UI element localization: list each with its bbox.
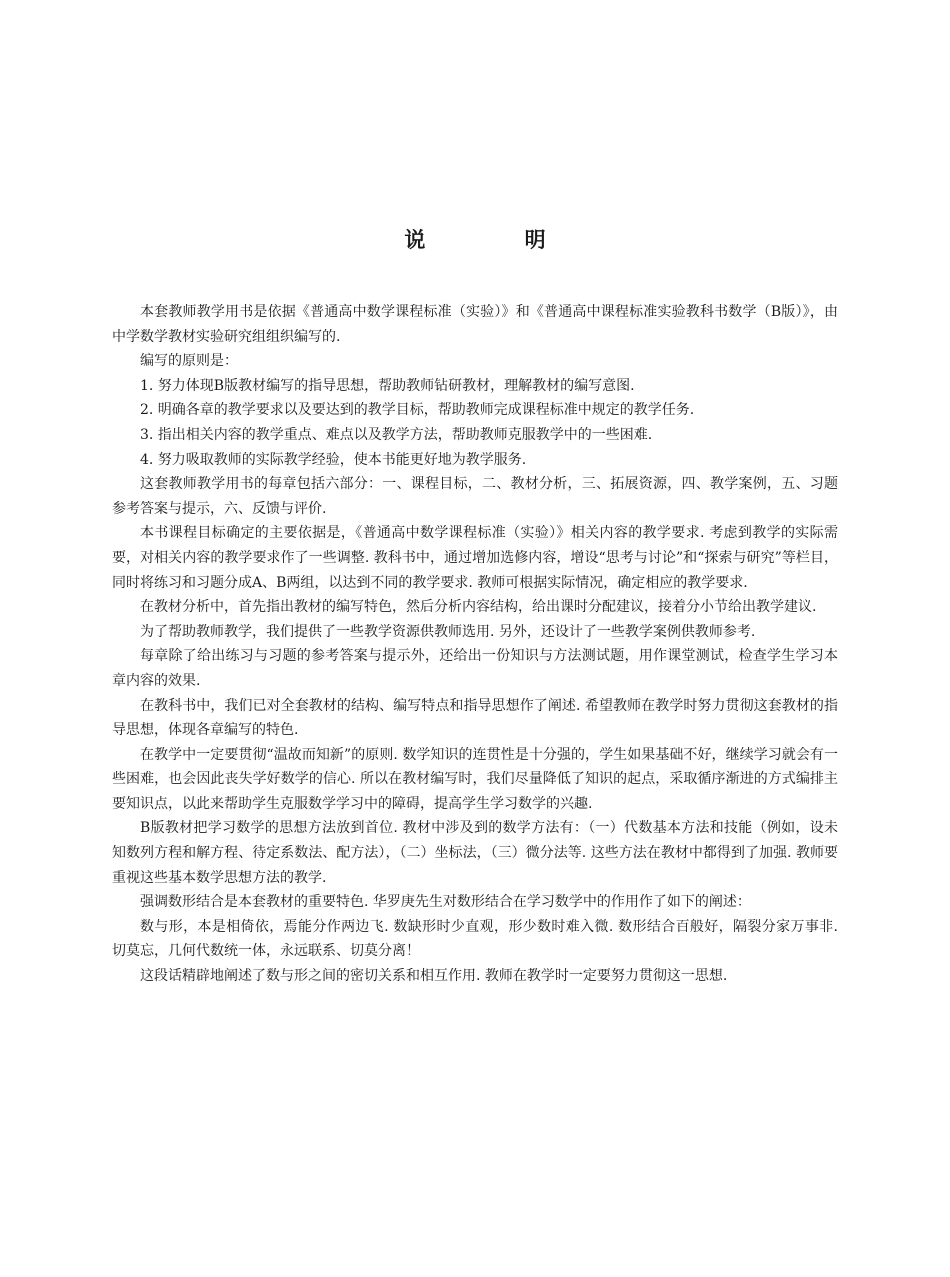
list-item: 1. 努力体现B版教材编写的指导思想，帮助教师钻研教材，理解教材的编写意图. [140, 377, 635, 394]
paragraph: 在教材分析中，首先指出教材的编写特色，然后分析内容结构，给出课时分配建议，接着分小节给出教学建议. [140, 599, 817, 616]
list-item: 4. 努力吸取教师的实际教学经验，使本书能更好地为教学服务. [140, 451, 527, 468]
paragraph: 为了帮助教师教学，我们提供了一些教学资源供教师选用. 另外，还设计了一些教学案例供教师参考. [140, 623, 756, 640]
paragraph: 强调数形结合是本套教材的重要特色. 华罗庚先生对数形结合在学习数学中的作用作了如下的阐述： [140, 894, 751, 911]
body-text [112, 300, 838, 989]
paragraph: 这套教师教学用书的每章包括六部分：一、课程目标，二、教材分析，三、拓展资源，四、教学案例，五、习题参考答案与提示，六、反馈与评价. [112, 476, 838, 517]
paragraph: 每章除了给出练习与习题的参考答案与提示外，还给出一份知识与方法测试题，用作课堂测试，检查学生学习本章内容的效果. [112, 648, 838, 689]
list-item: 3. 指出相关内容的教学重点、难点以及教学方法，帮助教师克服教学中的一些困难. [140, 426, 653, 443]
paragraph: B版教材把学习数学的思想方法放到首位. 教材中涉及到的数学方法有：（一）代数基本方法和技能（例如，设未知数列方程和解方程、待定系数法、配方法），（二）坐标法，（三）微分法等. 这些方法在教材中都得到了加强. 教师要重视这些基本数学思想方法的教学. [112, 820, 838, 886]
paragraph: 在教科书中，我们已对全套教材的结构、编写特点和指导思想作了阐述. 希望教师在教学时努力贯彻这套教材的指导思想，体现各章编写的特色. [112, 697, 838, 739]
paragraph: 这段话精辟地阐述了数与形之间的密切关系和相互作用. 教师在教学时一定要努力贯彻这一思想. [140, 968, 728, 985]
paragraph: 本书课程目标确定的主要依据是，《普通高中数学课程标准（实验）》相关内容的教学要求. 考虑到教学的实际需要，对相关内容的教学要求作了一些调整. 教科书中，通过增加选修内容，增设“思考与讨论”和“探索与研究”等栏目，同时将练习和习题分成A、B两组，以达到不同的教学要求. 教师可根据实际情况，确定相应的教学要求. [112, 525, 838, 591]
paragraph: 本套教师教学用书是依据《普通高中数学课程标准（实验）》和《普通高中课程标准实验教科书数学（B版）》，由中学数学教材实验研究组组织编写的. [112, 304, 838, 345]
page-title: 说 明 [404, 228, 592, 252]
list-item: 2. 明确各章的教学要求以及要达到的教学目标，帮助教师完成课程标准中规定的教学任务. [140, 402, 695, 419]
quote-paragraph: 数与形，本是相倚依，焉能分作两边飞. 数缺形时少直观，形少数时难入微. 数形结合百般好，隔裂分家万事非. 切莫忘，几何代数统一体，永远联系、切莫分离！ [112, 918, 838, 960]
paragraph: 在教学中一定要贯彻“温故而知新”的原则. 数学知识的连贯性是十分强的，学生如果基础不好，继续学习就会有一些困难，也会因此丧失学好数学的信心. 所以在教材编写时，我们尽量降低了知识的起点，采取循序渐进的方式编排主要知识点，以此来帮助学生克服数学学习中的障碍，提高学生学习数学的兴趣. [112, 746, 838, 812]
paragraph: 编写的原则是： [140, 353, 238, 370]
